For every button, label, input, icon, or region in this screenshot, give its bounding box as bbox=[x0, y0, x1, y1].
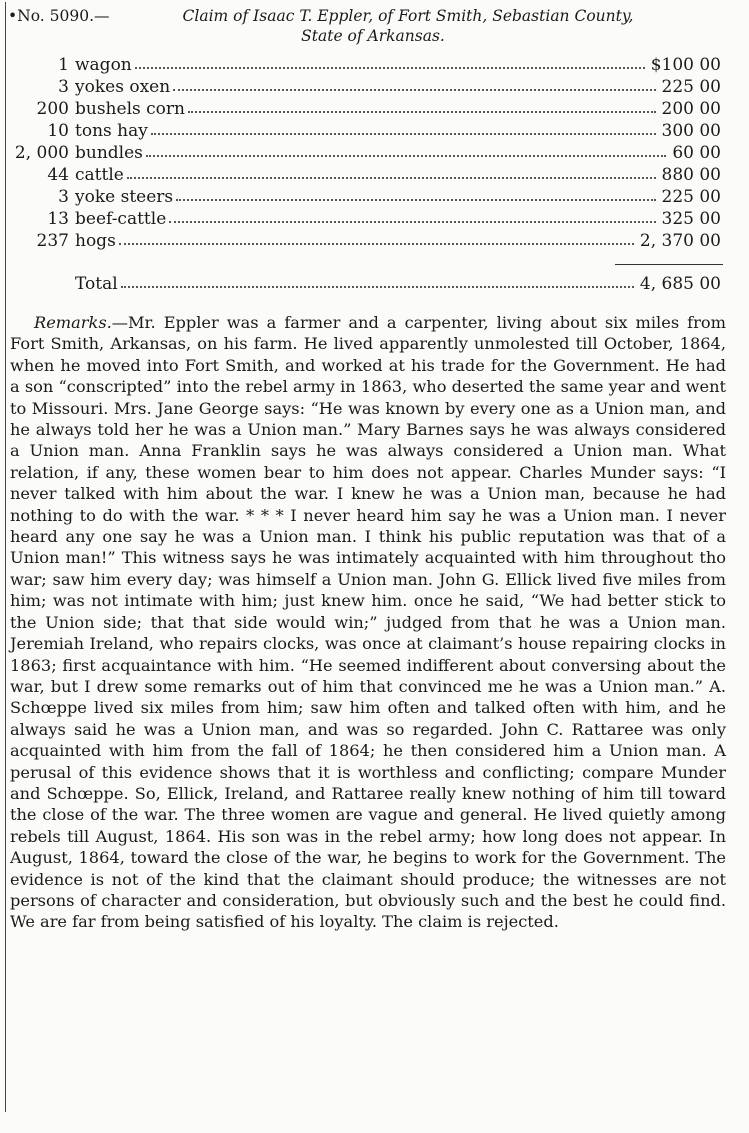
total-label: Total bbox=[75, 274, 118, 294]
item-amount: 2, 370 00 bbox=[639, 231, 721, 251]
item-amount: $100 00 bbox=[650, 55, 721, 75]
leader-dots bbox=[146, 155, 666, 157]
item-row bbox=[0, 121, 749, 143]
item-qty: 10 bbox=[47, 121, 69, 141]
item-row bbox=[0, 77, 749, 99]
item-amount: 325 00 bbox=[661, 209, 721, 229]
remarks-text: —Mr. Eppler was a farmer and a carpenter, living about six miles from Fort Smith, Arkansas, on his farm. He lived apparently unmolested till October, 1864, when he moved into Fort Smith, and worked at his trade for the Government. He had a son “conscripted” into the rebel army in 1863, who deserted the same year and went to Missouri. Mrs. Jane George says: “He was known by every one as a Union man, and he always told her he was a Union man.” Mary Barnes says he was always considered a Union man. Anna Franklin says he was always considered a Union man. What relation, if any, these women bear to him does not appear. Charles Munder says: “I never talked with him about the war. I knew he was a Union man, because he had nothing to do with the war. * * * I never heard him say he was a Union man. I never heard any one say he was a Union man. I think his public reputation was that of a Union man!” This witness says he was intimately acquainted with him throughout tho war; saw him every day; was himself a Union man. John G. Ellick lived five miles from him; was not intimate with him; just knew him. once he said, “We had better stick to the Union side; that that side would win;” judged from that he was a Union man. Jeremiah Ireland, who repairs clocks, was once at claimant’s house repairing clocks in 1863; first acquaintance with him. “He seemed indifferent about conversing about the war, but I drew some remarks out of him that convinced me he was a Union man.” A. Schœppe lived six miles from him; saw him often and talked often with him, and he always said he was a Union man, and was so regarded. John C. Rattaree was only acquainted with him from the fall of 1864; he then considered him a Union man. A perusal of this evidence shows that it is worthless and conflicting; compare Munder and Schœppe. So, Ellick, Ireland, and Rattaree really knew nothing of him till toward the close of the war. The three women are vague and general. He lived quietly among rebels till August, 1864. His son was in the rebel army; how long does not appear. In August, 1864, toward the close of the war, he begins to work for the Government. The evidence is not of the kind that the claimant should produce; the witnesses are not persons of character and consideration, but obviously such and the best he could find. We are far from being satisfied of his loyalty. The claim is rejected. bbox=[10, 313, 726, 932]
leader-dots bbox=[173, 89, 656, 91]
leader-dots bbox=[151, 133, 656, 135]
total-row bbox=[0, 274, 749, 298]
item-amount: 225 00 bbox=[661, 77, 721, 97]
item-qty: 237 bbox=[36, 231, 69, 251]
remarks-label: Remarks. bbox=[34, 313, 112, 332]
claim-title-line1: Claim of Isaac T. Eppler, of Fort Smith, Sebastian County, bbox=[182, 7, 634, 25]
item-desc: hogs bbox=[75, 231, 116, 251]
item-desc: bundles bbox=[75, 143, 143, 163]
item-desc: yoke steers bbox=[75, 187, 174, 207]
item-row bbox=[0, 143, 749, 165]
item-row bbox=[0, 165, 749, 187]
item-amount: 200 00 bbox=[661, 99, 721, 119]
item-row bbox=[0, 187, 749, 209]
leader-dots bbox=[169, 221, 656, 223]
item-desc: cattle bbox=[75, 165, 124, 185]
item-amount: 880 00 bbox=[661, 165, 721, 185]
item-qty: 44 bbox=[47, 165, 69, 185]
item-qty: 3 bbox=[58, 187, 69, 207]
total-rule bbox=[615, 264, 723, 265]
leader-dots bbox=[127, 177, 656, 179]
item-desc: yokes oxen bbox=[75, 77, 171, 97]
item-qty: 13 bbox=[47, 209, 69, 229]
item-amount: 225 00 bbox=[661, 187, 721, 207]
claim-number: •No. 5090.— bbox=[8, 7, 110, 25]
item-desc: tons hay bbox=[75, 121, 148, 141]
item-row bbox=[0, 231, 749, 253]
item-qty: 2, 000 bbox=[14, 143, 69, 163]
item-amount: 60 00 bbox=[672, 143, 721, 163]
remarks-paragraph bbox=[10, 312, 726, 933]
leader-dots bbox=[188, 111, 656, 113]
item-row bbox=[0, 55, 749, 77]
item-desc: wagon bbox=[75, 55, 132, 75]
item-qty: 200 bbox=[36, 99, 69, 119]
claim-heading bbox=[8, 6, 738, 46]
item-row bbox=[0, 209, 749, 231]
claim-title-line2: State of Arkansas. bbox=[301, 27, 445, 45]
leader-dots bbox=[135, 67, 645, 69]
leader-dots bbox=[119, 243, 634, 245]
total-amount: 4, 685 00 bbox=[639, 274, 721, 294]
item-amount: 300 00 bbox=[661, 121, 721, 141]
item-desc: beef-cattle bbox=[75, 209, 167, 229]
leader-dots bbox=[176, 199, 656, 201]
item-qty: 3 bbox=[58, 77, 69, 97]
leader-dots bbox=[121, 286, 634, 288]
item-desc: bushels corn bbox=[75, 99, 185, 119]
item-row bbox=[0, 99, 749, 121]
item-qty: 1 bbox=[58, 55, 69, 75]
